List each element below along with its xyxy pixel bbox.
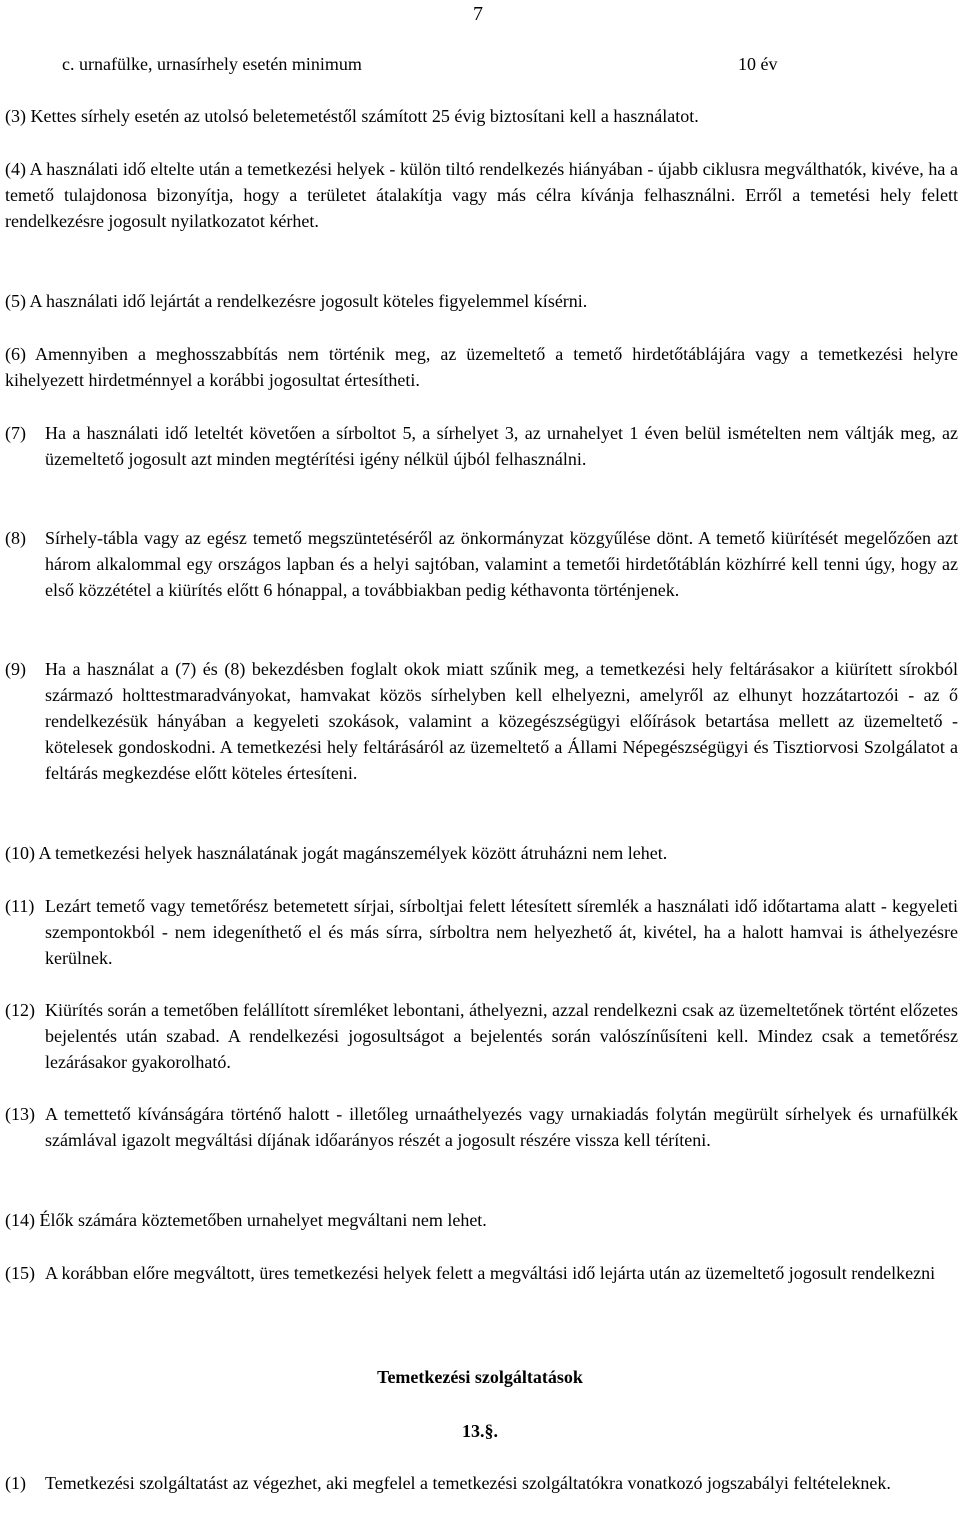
paragraph-10-text: (10) A temetkezési helyek használatának jogát magánszemélyek között átruházni nem lehet. [5, 843, 668, 863]
paragraph-5-text: (5) A használati idő lejártát a rendelkezésre jogosult köteles figyelemmel kísérni. [5, 291, 588, 311]
list-item-c [62, 51, 822, 77]
section-paragraph-1-text: Temetkezési szolgáltatást az végezhet, aki megfelel a temetkezési szolgáltatókra vonatkozó jogszabályi feltételeknek. [45, 1473, 891, 1493]
paragraph-13 [5, 1101, 958, 1153]
section-paragraph-1 [5, 1470, 958, 1496]
paragraph-15-number: (15) [5, 1263, 35, 1283]
paragraph-7-text: Ha a használati idő leteltét követően a sírboltot 5, a sírhelyet 3, az urnahelyet 1 éven belül ismételten nem váltják meg, az üzemeltető jogosult azt minden megtérítési igény nélkül újból felhasználni. [45, 423, 958, 469]
paragraph-11-text: Lezárt temető vagy temetőrész betemetett sírjai, sírboltjai felett létesített síremlék a használati idő időtartama alatt - kegyeleti szempontokból - nem idegeníthető el és más sírra, sírboltra nem helyezhető át, kivétel, ha a halott hamvai is áthelyezésre kerülnek. [45, 896, 958, 968]
section-paragraph-1-number: (1) [5, 1473, 26, 1493]
paragraph-3-text: (3) Kettes sírhely esetén az utolsó beletemetéstől számított 25 évig biztosítani kell a használatot. [5, 106, 699, 126]
paragraph-14 [5, 1207, 958, 1233]
paragraph-14-text: (14) Élők számára köztemetőben urnahelyet megváltani nem lehet. [5, 1210, 487, 1230]
paragraph-12 [5, 997, 958, 1075]
paragraph-6-text: (6) Amennyiben a meghosszabbítás nem történik meg, az üzemeltető a temető hirdetőtáblájára vagy a temetkezési helyre kihelyezett hirdetménnyel a korábbi jogosultat értesítheti. [5, 344, 958, 390]
section-title: Temetkezési szolgáltatások [377, 1367, 583, 1387]
paragraph-5 [5, 288, 958, 314]
paragraph-11-number: (11) [5, 896, 35, 916]
page-number: 7 [473, 3, 483, 25]
paragraph-9-text: Ha a használat a (7) és (8) bekezdésben foglalt okok miatt szűnik meg, a temetkezési hely feltárásakor a kiürített sírokból származó holttestmaradványokat, hamvakat közös sírhelyben kell elhelyezni, amelyről az elhunyt hozzátartozói - az ő rendelkezésük hányában a kegyeleti szokások, valamint a közegészségügyi előírások betartása mellett az üzemeltető - kötelesek gondoskodni. A temetkezési hely feltárásáról az üzemeltető a Állami Népegészségügyi és Tisztiorvosi Szolgálatot a feltárás megkezdése előtt köteles értesíteni. [45, 659, 958, 783]
paragraph-7 [5, 420, 958, 472]
paragraph-10 [5, 840, 958, 866]
paragraph-6 [5, 341, 958, 393]
list-item-c-value: 10 év [738, 54, 778, 74]
section-number: 13.§. [462, 1421, 498, 1441]
paragraph-11 [5, 893, 958, 971]
paragraph-8-number: (8) [5, 528, 26, 548]
paragraph-9-number: (9) [5, 659, 26, 679]
paragraph-13-number: (13) [5, 1104, 35, 1124]
paragraph-12-text: Kiürítés során a temetőben felállított síremléket lebontani, áthelyezni, azzal rendelkezni csak az üzemeltetőnek történt előzetes bejelentés után szabad. A rendelkezési jogosultságot a bejelentés során valószínűsíteni kell. Mindez csak a temetőrész lezárásakor gyakorolható. [45, 1000, 958, 1072]
paragraph-4 [5, 156, 958, 234]
paragraph-13-text: A temettető kívánságára történő halott - illetőleg urnaáthelyezés vagy urnakiadás folytán megürült sírhelyek és urnafülkék számlával igazolt megváltási díjának időarányos részét a jogosult részére vissza kell téríteni. [45, 1104, 958, 1150]
list-item-c-text: c. urnafülke, urnasírhely esetén minimum [62, 54, 362, 74]
paragraph-15 [5, 1260, 958, 1286]
paragraph-12-number: (12) [5, 1000, 35, 1020]
paragraph-4-text: (4) A használati idő eltelte után a temetkezési helyek - külön tiltó rendelkezés hiányában - újabb ciklusra megválthatók, kivéve, ha a temető tulajdonosa bizonyítja, hogy a területet átalakítja vagy más célra kívánja felhasználni. Erről a temetési hely felett rendelkezésre jogosult nyilatkozatot kérhet. [5, 159, 958, 231]
paragraph-7-number: (7) [5, 423, 26, 443]
paragraph-8-text: Sírhely-tábla vagy az egész temető megszüntetéséről az önkormányzat közgyűlése dönt. A temető kiürítését megelőzően azt három alkalommal egy országos lapban és a helyi sajtóban, valamint a temetői hirdetőtáblán közhírré kell tenni úgy, hogy az első közzététel a kiürítés előtt 6 hónappal, a továbbiakban pedig kéthavonta történjenek. [45, 528, 958, 600]
paragraph-15-text: A korábban előre megváltott, üres temetkezési helyek felett a megváltási idő lejárta után az üzemeltető jogosult rendelkezni [45, 1263, 936, 1283]
paragraph-3 [5, 103, 958, 129]
paragraph-9 [5, 656, 958, 786]
paragraph-8 [5, 525, 958, 603]
